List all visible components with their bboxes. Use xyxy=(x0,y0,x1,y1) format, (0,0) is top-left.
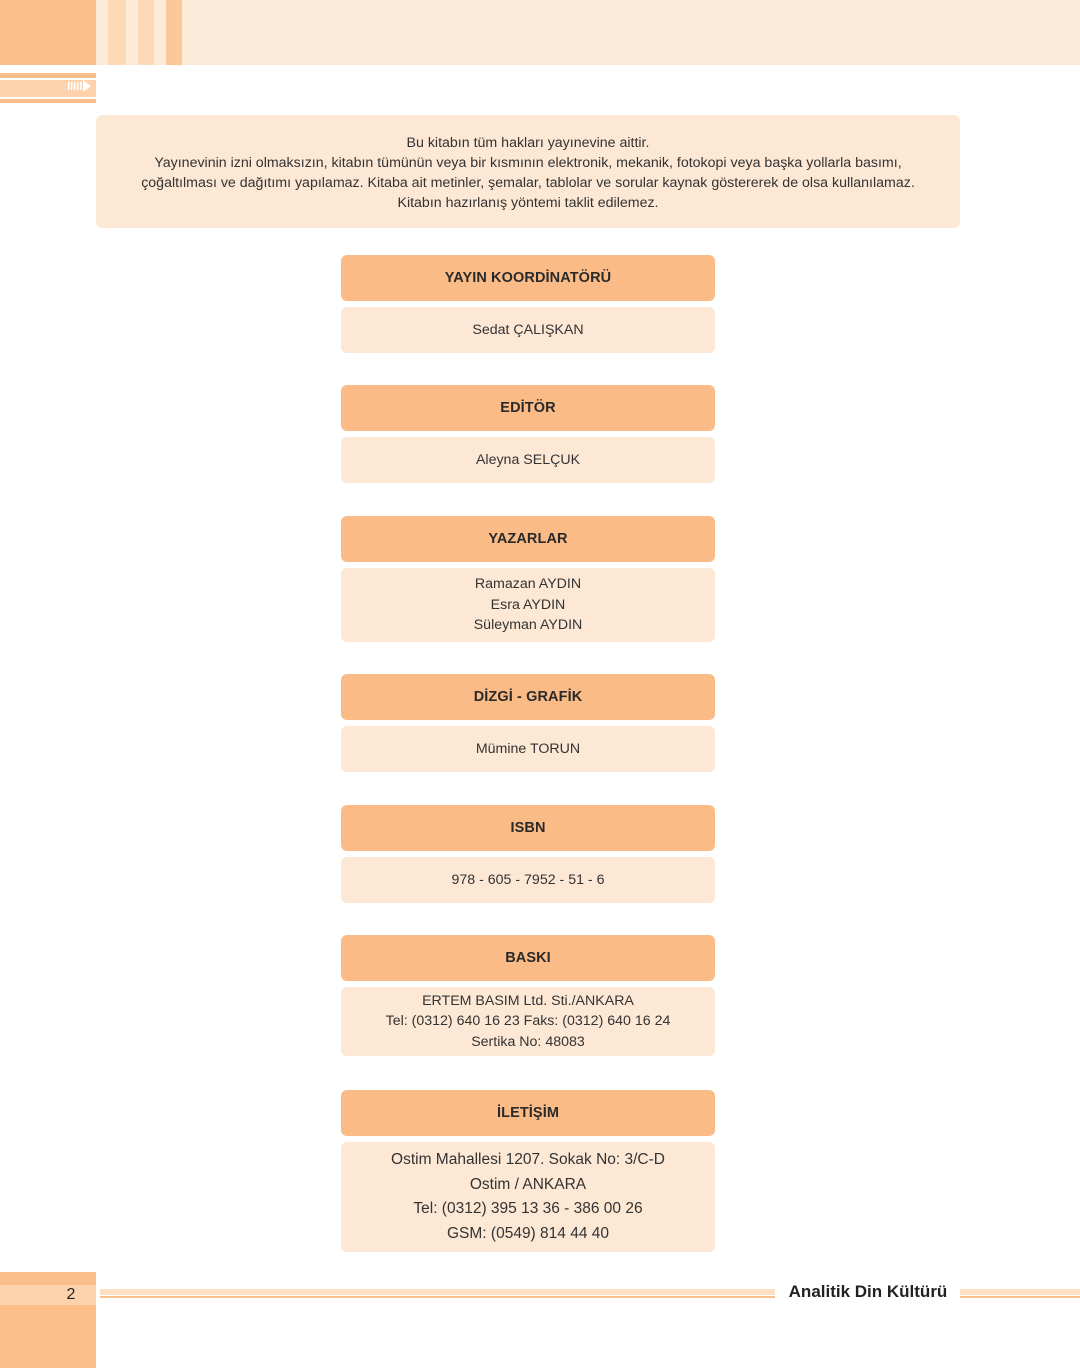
credit-header: YAZARLAR xyxy=(341,516,715,562)
credit-body xyxy=(341,726,715,772)
credit-editor xyxy=(341,385,715,483)
credit-line: 978 - 605 - 7952 - 51 - 6 xyxy=(451,871,605,888)
credit-header: DİZGİ - GRAFİK xyxy=(341,674,715,720)
credit-line: Ramazan AYDIN xyxy=(474,576,582,593)
credit-line: Tel: (0312) 640 16 23 Faks: (0312) 640 16 24 xyxy=(385,1013,671,1030)
credit-line: GSM: (0549) 814 44 40 xyxy=(447,1224,609,1242)
credit-body xyxy=(341,1142,715,1252)
credit-line: Mümine TORUN xyxy=(475,740,581,757)
credit-body xyxy=(341,857,715,903)
credit-body xyxy=(341,568,715,642)
credit-line: Ostim / ANKARA xyxy=(469,1175,587,1193)
credit-line: Ostim Mahallesi 1207. Sokak No: 3/C-D xyxy=(391,1151,665,1168)
credit-header: ISBN xyxy=(341,805,715,851)
credit-line: Sedat ÇALIŞKAN xyxy=(472,321,584,338)
credit-header: İLETİŞİM xyxy=(341,1090,715,1136)
credit-typesetting-graphics xyxy=(341,674,715,772)
notice-line: Yayınevinin izni olmaksızın, kitabın tümünün veya bir kısmının elektronik, mekanik, fotokopi veya başka yollarla basımı, xyxy=(154,155,902,171)
credit-printing xyxy=(341,935,715,1056)
credit-header: YAYIN KOORDİNATÖRÜ xyxy=(341,255,715,301)
credit-body xyxy=(341,987,715,1056)
arrow-right-icon xyxy=(66,78,94,94)
credit-header: EDİTÖR xyxy=(341,385,715,431)
credit-line: Süleyman AYDIN xyxy=(473,617,583,634)
notice-line: Kitabın hazırlanış yöntemi taklit edilemez. xyxy=(397,195,659,211)
top-stripe xyxy=(138,0,154,65)
top-decorative-band xyxy=(0,0,1080,65)
notice-line: Bu kitabın tüm hakları yayınevine aittir. xyxy=(406,135,650,151)
credit-line: Esra AYDIN xyxy=(490,596,566,613)
credit-body xyxy=(341,307,715,353)
top-stripe xyxy=(108,0,126,65)
book-title: Analitik Din Kültürü xyxy=(788,1282,948,1301)
credit-body xyxy=(341,437,715,483)
top-corner-block xyxy=(0,0,96,65)
credit-contact xyxy=(341,1090,715,1252)
credit-isbn xyxy=(341,805,715,903)
credit-authors xyxy=(341,516,715,642)
credit-line: Tel: (0312) 395 13 36 - 386 00 26 xyxy=(413,1200,643,1217)
notice-line: çoğaltılması ve dağıtımı yapılamaz. Kitaba ait metinler, şemalar, tablolar ve sorular kaynak göstererek de olsa kullanılamaz. xyxy=(141,175,915,191)
footer-rule xyxy=(100,1289,775,1299)
credit-header: BASKI xyxy=(341,935,715,981)
footer-rule xyxy=(960,1289,1080,1299)
credit-line: Aleyna SELÇUK xyxy=(475,451,581,468)
copyright-notice xyxy=(96,115,960,228)
credit-line: ERTEM BASIM Ltd. Sti./ANKARA xyxy=(422,992,634,1009)
top-stripe xyxy=(166,0,182,65)
page-number: 2 xyxy=(66,1286,76,1303)
credit-line: Sertika No: 48083 xyxy=(471,1033,585,1050)
credit-publishing-coordinator xyxy=(341,255,715,353)
